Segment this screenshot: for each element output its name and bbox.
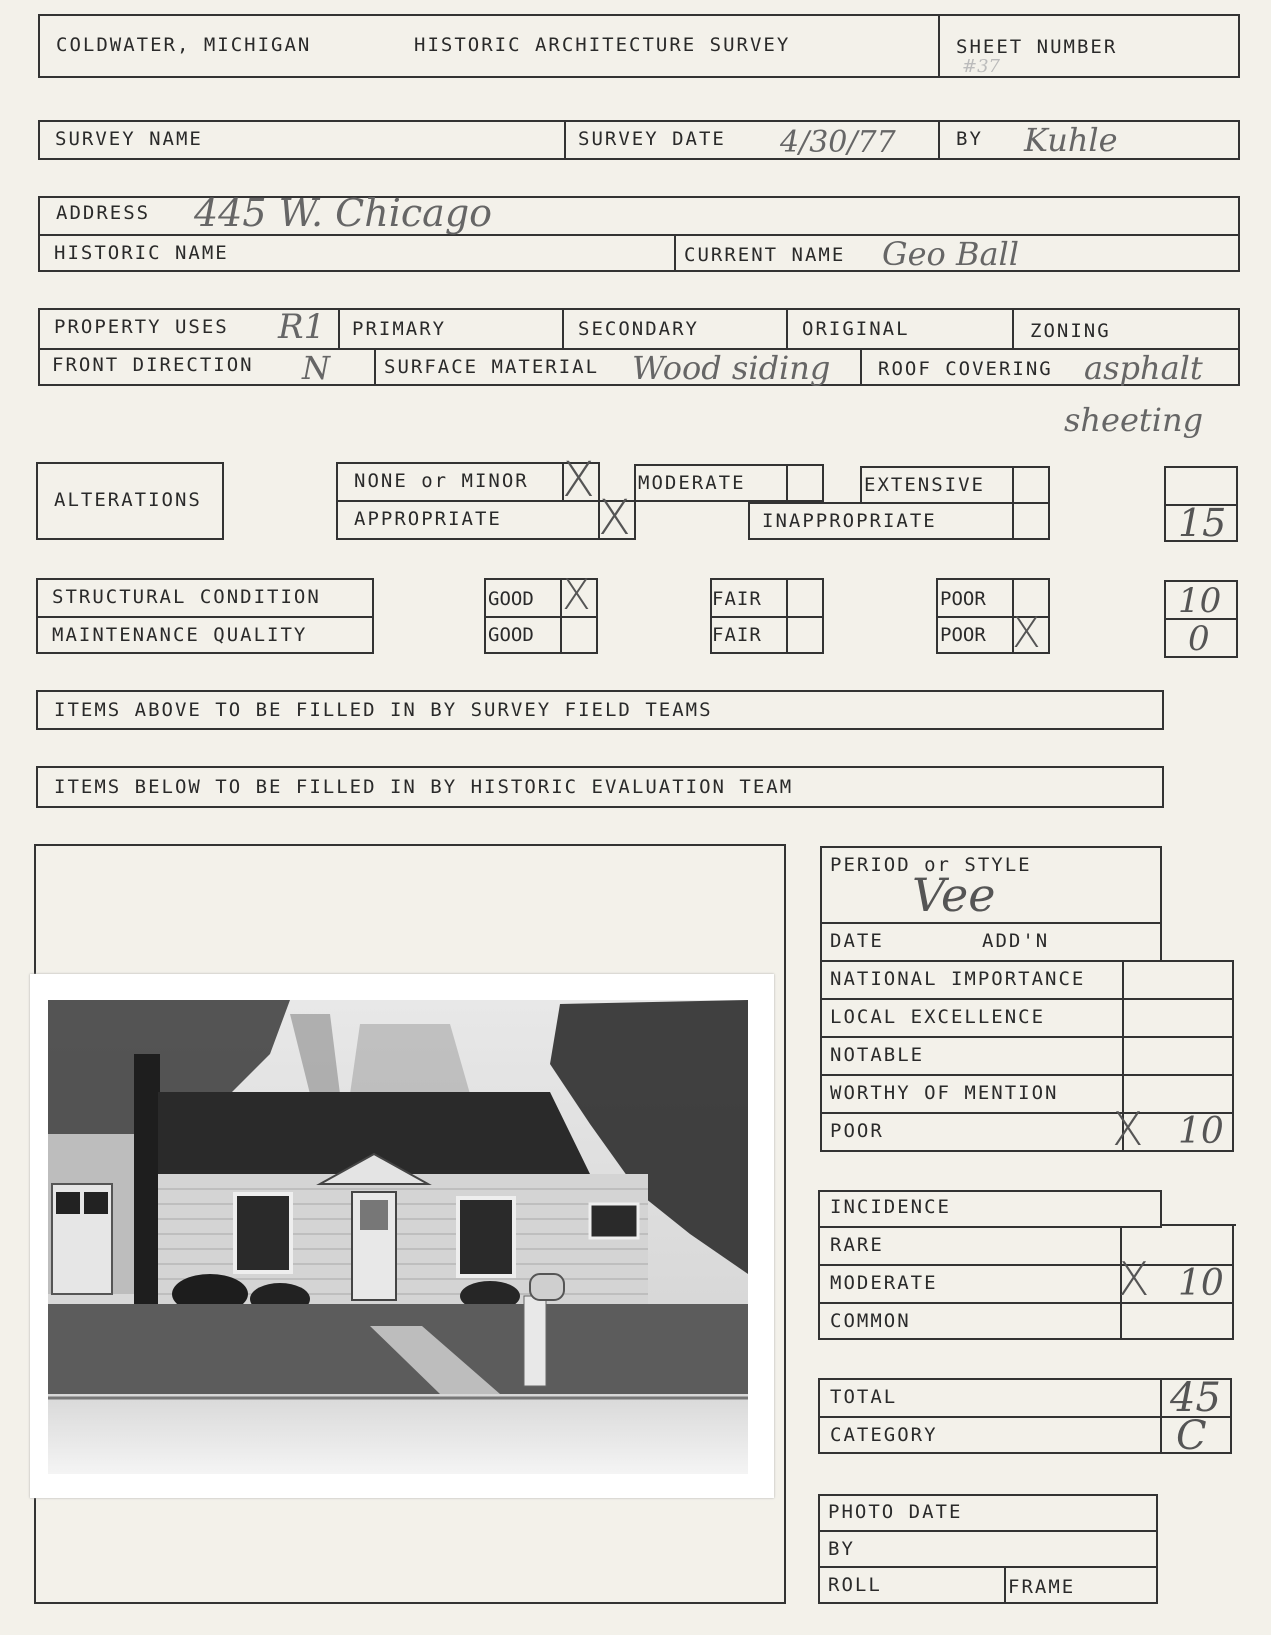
- incidence-rare-label: RARE: [830, 1234, 884, 1256]
- maintenance-quality-label: MAINTENANCE QUALITY: [52, 624, 308, 646]
- alterations-inappropriate-checkbox[interactable]: [1012, 502, 1050, 540]
- survey-date-label: SURVEY DATE: [578, 128, 726, 150]
- original-label: ORIGINAL: [802, 318, 910, 340]
- alterations-moderate-checkbox[interactable]: [786, 464, 824, 502]
- frame-label: FRAME: [1008, 1576, 1076, 1598]
- date-label: DATE: [830, 930, 884, 952]
- evaluation-team-note: ITEMS BELOW TO BE FILLED IN BY HISTORIC EVALUATION TEAM: [54, 776, 794, 798]
- evaluation-poor-score: 10: [1178, 1111, 1224, 1152]
- structural-fair-checkbox[interactable]: [788, 580, 822, 614]
- property-div-6: [860, 348, 862, 386]
- structural-good-x: X: [562, 570, 591, 619]
- incidence-row-1: [818, 1226, 1162, 1228]
- roll-label: ROLL: [828, 1574, 882, 1596]
- city-label: COLDWATER, MICHIGAN: [56, 34, 312, 56]
- roof-covering-value-1: asphalt: [1084, 349, 1203, 387]
- maintenance-good-checkbox[interactable]: [562, 618, 596, 652]
- structural-score: 10: [1178, 581, 1222, 621]
- photo-info-col-divider: [1004, 1566, 1006, 1604]
- evaluation-poor-x: X: [1112, 1102, 1144, 1156]
- photo-date-label: PHOTO DATE: [828, 1501, 963, 1523]
- maintenance-score: 0: [1188, 619, 1210, 659]
- alterations-extensive-label: EXTENSIVE: [864, 474, 985, 496]
- total-label: TOTAL: [830, 1386, 898, 1408]
- incidence-moderate-x: X: [1118, 1252, 1150, 1306]
- survey-divider-2: [938, 120, 940, 160]
- maintenance-fair-label: FAIR: [712, 624, 762, 646]
- header-divider: [938, 14, 940, 78]
- property-uses-value: R1: [278, 307, 326, 347]
- survey-name-label: SURVEY NAME: [55, 128, 203, 150]
- maintenance-fair-checkbox[interactable]: [788, 618, 822, 652]
- notable-label: NOTABLE: [830, 1044, 925, 1066]
- photo-by-label: BY: [828, 1538, 855, 1560]
- national-importance-label: NATIONAL IMPORTANCE: [830, 968, 1086, 990]
- roof-covering-label: ROOF COVERING: [878, 358, 1053, 380]
- sheet-number-label: SHEET NUMBER: [956, 36, 1118, 58]
- photo-info-row-1: [818, 1530, 1158, 1532]
- addn-label: ADD'N: [982, 930, 1050, 952]
- surface-material-label: SURFACE MATERIAL: [384, 356, 600, 378]
- property-div-2: [562, 308, 564, 348]
- total-value: 45: [1170, 1375, 1221, 1421]
- survey-by-value: Kuhle: [1024, 121, 1118, 159]
- form-title: HISTORIC ARCHITECTURE SURVEY: [414, 34, 791, 56]
- address-value: 445 W. Chicago: [194, 191, 493, 235]
- photo-info-row-2: [818, 1566, 1158, 1568]
- structural-fair-label: FAIR: [712, 588, 762, 610]
- survey-date-value: 4/30/77: [780, 125, 896, 160]
- category-label: CATEGORY: [830, 1424, 938, 1446]
- period-divider: [820, 922, 1162, 924]
- building-photo: [30, 974, 774, 1498]
- alterations-appropriate-x: X: [598, 490, 631, 546]
- property-uses-label: PROPERTY USES: [54, 316, 229, 338]
- alterations-score: 15: [1178, 501, 1227, 545]
- condition-divider: [36, 616, 374, 618]
- evaluation-poor-label: POOR: [830, 1120, 884, 1142]
- incidence-row-3: [818, 1302, 1234, 1304]
- worthy-of-mention-label: WORTHY OF MENTION: [830, 1082, 1059, 1104]
- period-style-label: PERIOD or STYLE: [830, 854, 1032, 876]
- property-div-1: [338, 308, 340, 348]
- local-excellence-label: LOCAL EXCELLENCE: [830, 1006, 1046, 1028]
- incidence-label: INCIDENCE: [830, 1196, 951, 1218]
- alterations-appropriate-label: APPROPRIATE: [354, 508, 502, 530]
- front-direction-value: N: [302, 349, 330, 387]
- importance-row-1: [820, 998, 1234, 1000]
- alterations-none-label: NONE or MINOR: [354, 470, 529, 492]
- survey-divider-1: [564, 120, 566, 160]
- survey-by-label: BY: [956, 128, 983, 150]
- primary-label: PRIMARY: [352, 318, 447, 340]
- alterations-label: ALTERATIONS: [54, 489, 202, 511]
- roof-covering-value-2: sheeting: [1064, 401, 1204, 439]
- totals-col-divider: [1160, 1378, 1162, 1454]
- surface-material-value: Wood siding: [632, 349, 831, 387]
- incidence-header-mask: [1162, 1188, 1236, 1226]
- alterations-inappropriate-label: INAPPROPRIATE: [762, 510, 937, 532]
- alterations-none-x: X: [562, 452, 595, 508]
- incidence-moderate-label: MODERATE: [830, 1272, 938, 1294]
- structural-good-label: GOOD: [488, 588, 534, 610]
- sheet-number-value: #37: [962, 56, 1000, 77]
- address-label: ADDRESS: [56, 202, 151, 224]
- property-div-3: [786, 308, 788, 348]
- current-name-label: CURRENT NAME: [684, 244, 846, 266]
- current-name-value: Geo Ball: [882, 235, 1019, 273]
- field-teams-note: ITEMS ABOVE TO BE FILLED IN BY SURVEY FIELD TEAMS: [54, 699, 713, 721]
- address-divider-v: [674, 234, 676, 272]
- zoning-label: ZONING: [1030, 320, 1111, 342]
- alterations-extensive-checkbox[interactable]: [1012, 466, 1050, 504]
- structural-poor-label: POOR: [940, 588, 986, 610]
- maintenance-poor-label: POOR: [940, 624, 986, 646]
- secondary-label: SECONDARY: [578, 318, 699, 340]
- incidence-header-right: [1160, 1190, 1162, 1228]
- importance-row-2: [820, 1036, 1234, 1038]
- front-direction-label: FRONT DIRECTION: [52, 354, 254, 376]
- incidence-common-label: COMMON: [830, 1310, 911, 1332]
- period-style-value: Vee: [912, 868, 996, 922]
- property-div-4: [1012, 308, 1014, 348]
- property-div-5: [374, 348, 376, 386]
- incidence-moderate-score: 10: [1178, 1263, 1224, 1304]
- house-photo-illustration: [30, 974, 774, 1498]
- structural-condition-label: STRUCTURAL CONDITION: [52, 586, 321, 608]
- alterations-moderate-label: MODERATE: [638, 472, 746, 494]
- importance-row-3: [820, 1074, 1234, 1076]
- maintenance-good-label: GOOD: [488, 624, 534, 646]
- maintenance-poor-x: X: [1012, 608, 1041, 657]
- historic-name-label: HISTORIC NAME: [54, 242, 229, 264]
- category-value: C: [1176, 1413, 1207, 1459]
